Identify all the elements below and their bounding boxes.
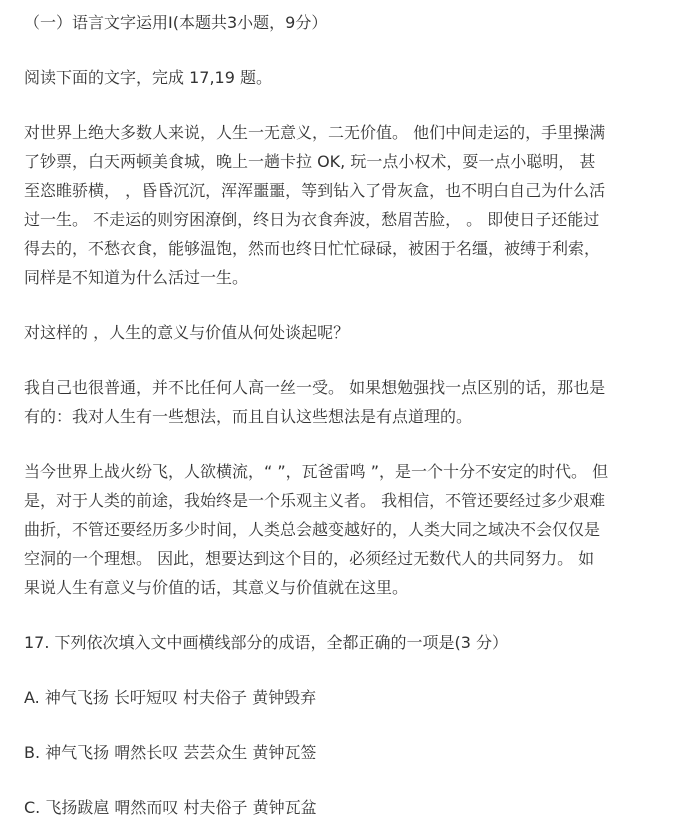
paragraph-line: 得去的，不愁衣食，能够温饱，然而也终日忙忙碌碌，被困于名缰，被缚于利索， (24, 239, 601, 258)
paragraph-line: 对世界上绝大多数人来说，人生一无意义，二无价值。 他们中间走运的，手里操满 (24, 123, 606, 142)
paragraph-line: 我自己也很普通，并不比任何人高一丝一受。 如果想勉强找一点区别的话，那也是 (24, 378, 606, 397)
paragraph-line: 同样是不知道为什么活过一生。 (24, 268, 249, 287)
option-b: B. 神气飞扬 喟然长叹 芸芸众生 黄钟瓦签 (24, 743, 317, 762)
paragraph-line: 是，对于人类的前途，我始终是一个乐观主义者。 我相信，不管还要经过多少艰难 (24, 491, 606, 510)
paragraph-line: 当今世界上战火纷飞，人欲横流，“ ”，瓦爸雷鸣 ”，是一个十分不安定的时代。 但 (24, 462, 609, 481)
option-c: C. 飞扬跋扈 喟然而叹 村夫俗子 黄钟瓦盆 (24, 798, 317, 817)
paragraph-line: 空洞的一个理想。 因此，想要达到这个目的，必须经过无数代人的共同努力。 如 (24, 549, 595, 568)
paragraph-line: 曲折，不管还要经历多少时间，人类总会越变越好的，人类大同之域决不会仅仅是 (24, 520, 601, 539)
paragraph-line: 有的：我对人生有一些想法，而且自认这些想法是有点道理的。 (24, 407, 473, 426)
paragraph-line: 了钞票，白天两顿美食城，晚上一趟卡拉 OK, 玩一点小权术，耍一点小聪明， 甚 (24, 152, 596, 171)
paragraph-line: 果说人生有意义与价值的话，其意义与价值就在这里。 (24, 578, 409, 597)
instruction-text: 阅读下面的文字，完成 17,19 题。 (24, 68, 272, 87)
question-stem: 17. 下列依次填入文中画横线部分的成语，全都正确的一项是(3 分） (24, 633, 509, 652)
paragraph-line: 过一生。 不走运的则穷困潦倒，终日为衣食奔波，愁眉苦脸， 。 即使日子还能过 (24, 210, 600, 229)
paragraph-line: 对这样的 ，人生的意义与价值从何处谈起呢？ (24, 323, 350, 342)
section-heading: （一）语言文字运用Ⅰ(本题共3小题，9分） (24, 13, 328, 32)
paragraph-line: 至恣睢骄横， ，昏昏沉沉，浑浑噩噩，等到钻入了骨灰盒，也不明白自己为什么活 (24, 181, 606, 200)
option-a: A. 神气飞扬 长吁短叹 村夫俗子 黄钟毁弃 (24, 688, 317, 707)
